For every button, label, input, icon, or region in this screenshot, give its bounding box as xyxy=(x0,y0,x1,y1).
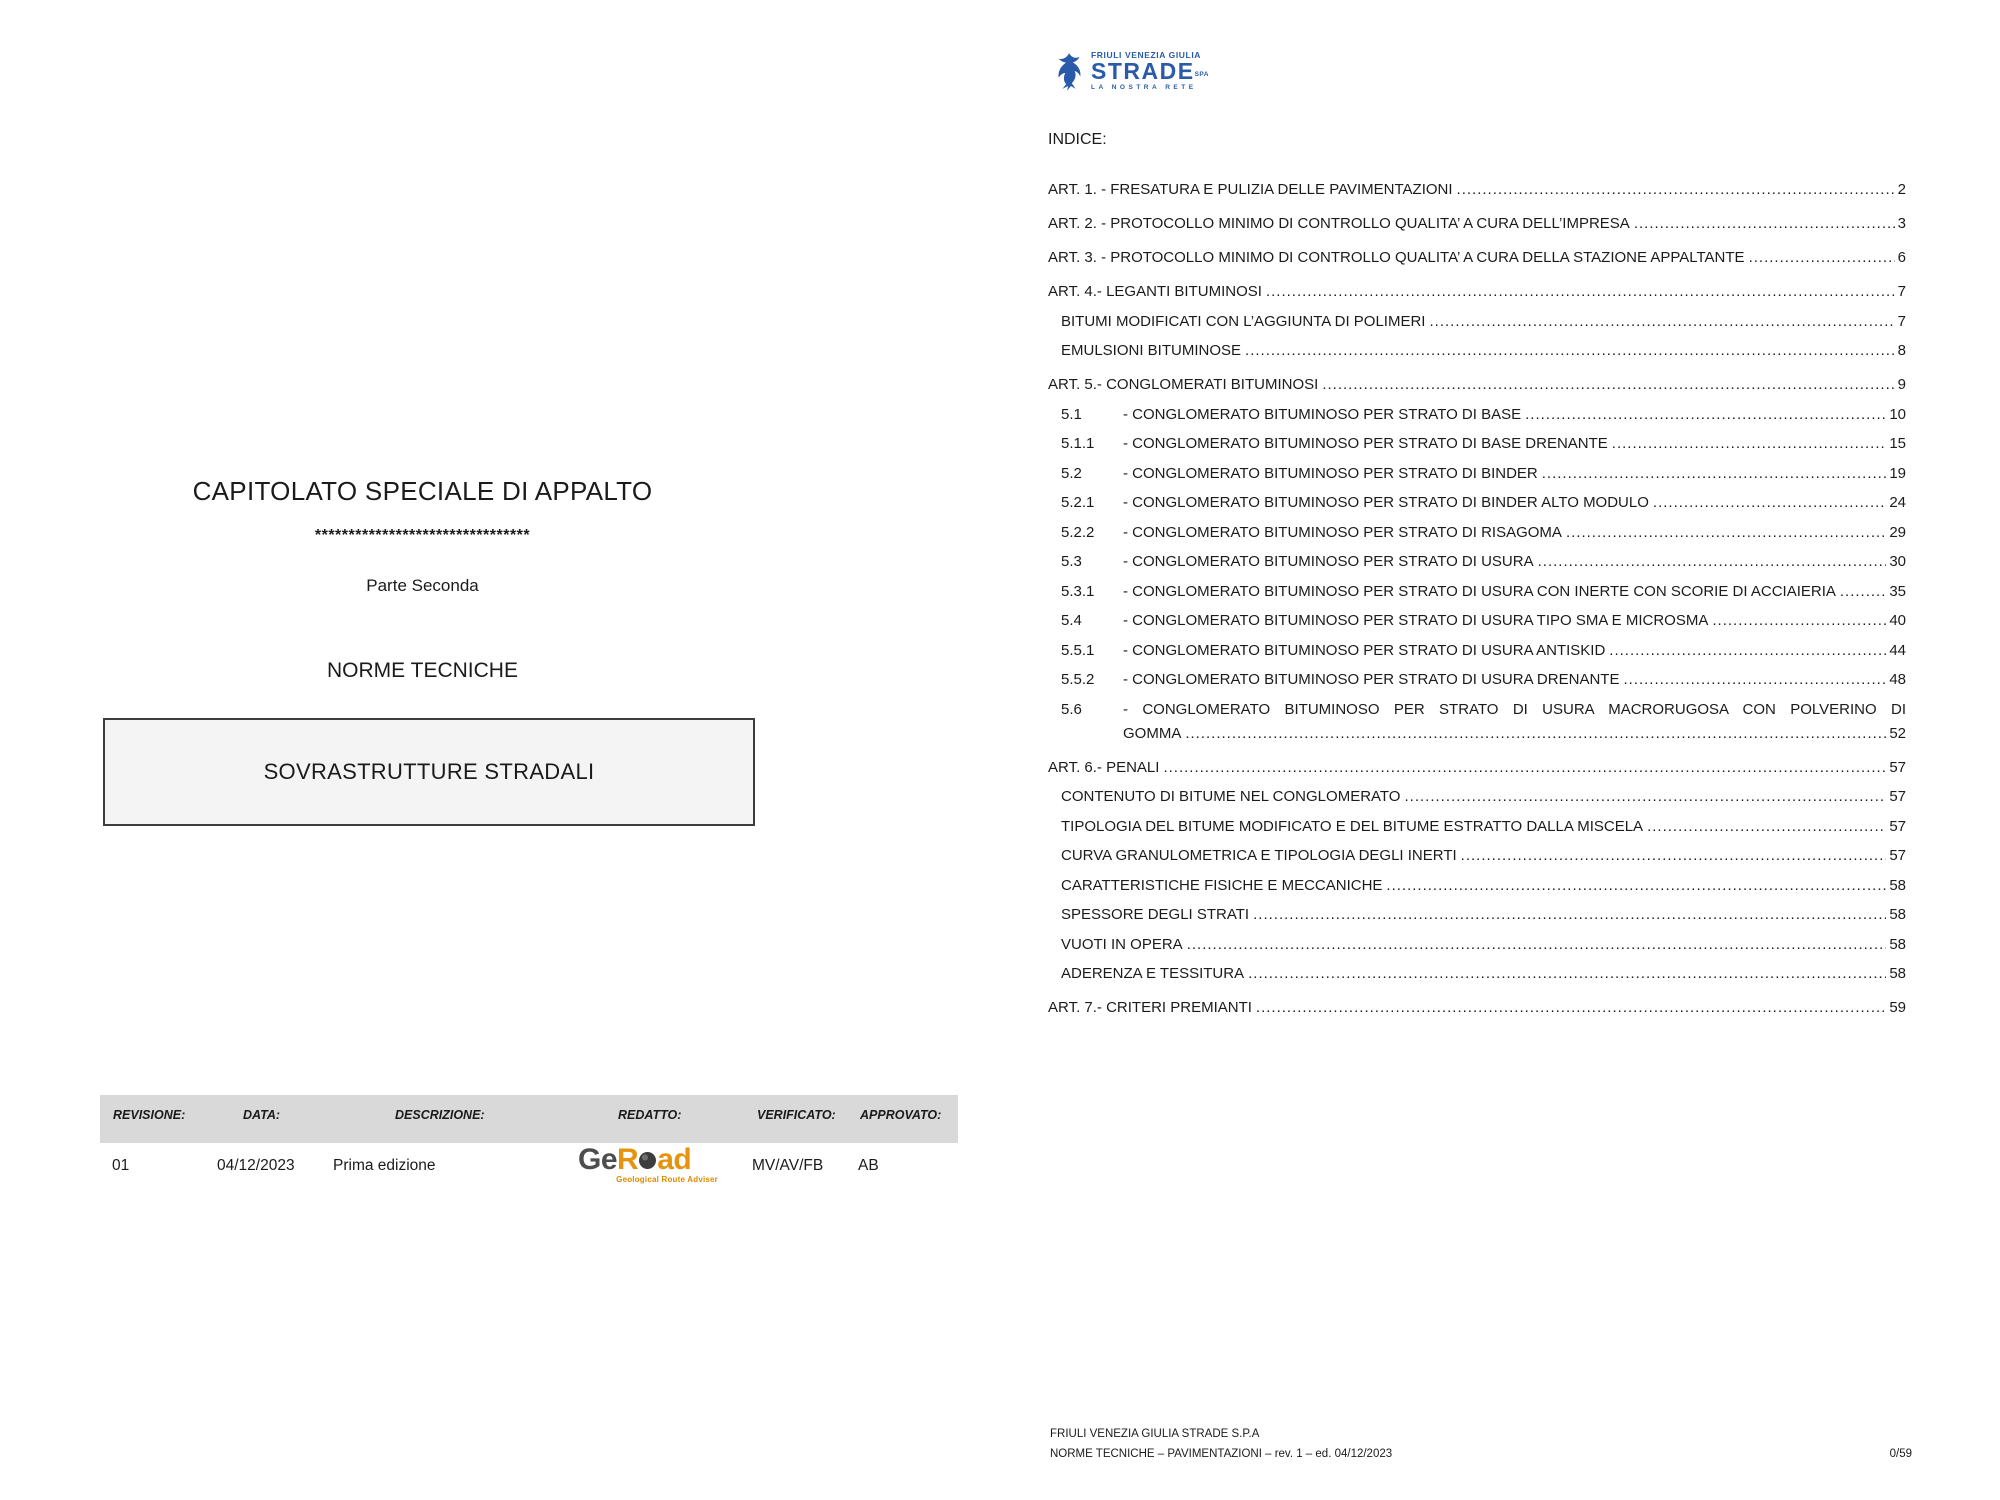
toc-entry xyxy=(1048,523,1906,543)
toc-page-number: 57 xyxy=(1889,788,1906,805)
section-title: NORME TECNICHE xyxy=(327,659,518,682)
toc-page-number: 6 xyxy=(1897,249,1906,266)
toc-leader xyxy=(1634,214,1895,234)
toc-entry xyxy=(1048,787,1906,807)
toc-page-number: 58 xyxy=(1889,906,1906,923)
toc-entry-number: 5.1 xyxy=(1061,405,1082,423)
toc-entry-number: 5.5.1 xyxy=(1061,641,1095,659)
toc-leader xyxy=(1623,670,1886,690)
toc-page-number: 48 xyxy=(1889,671,1906,688)
toc-entry-number: 5.2 xyxy=(1061,464,1082,482)
fvg-strade-logo xyxy=(1053,50,1209,92)
logo-region-text: FRIULI VENEZIA GIULIA xyxy=(1091,49,1202,60)
toc-leader xyxy=(1538,552,1887,572)
toc-entry-number: 5.2.1 xyxy=(1061,494,1095,511)
toc-entry xyxy=(1048,582,1906,602)
toc-page-number: 9 xyxy=(1897,376,1906,393)
toc-page-number: 24 xyxy=(1889,494,1906,511)
approved-by: AB xyxy=(858,1157,879,1174)
cover-title-box xyxy=(103,718,755,826)
toc-entry-text: ART. 2. - PROTOCOLLO MINIMO DI CONTROLLO QUALITA’ A CURA DELL’IMPRESA xyxy=(1048,215,1630,232)
toc-page-number: 57 xyxy=(1889,817,1906,835)
toc-entry-text: GOMMA xyxy=(1123,724,1182,742)
toc-leader xyxy=(1566,523,1886,543)
logo-brand-row xyxy=(1091,60,1209,83)
toc-entry-text: - CONGLOMERATO BITUMINOSO PER STRATO DI BASE xyxy=(1123,405,1522,423)
toc-entry xyxy=(1048,817,1906,837)
page-footer xyxy=(1050,1429,1912,1460)
toc-page-number: 15 xyxy=(1889,435,1906,452)
toc-entry-text: CONTENUTO DI BITUME NEL CONGLOMERATO xyxy=(1061,788,1401,805)
toc-entry-text: SPESSORE DEGLI STRATI xyxy=(1061,906,1250,923)
toc-entry xyxy=(1048,552,1906,572)
toc-entry xyxy=(1048,464,1906,484)
toc-leader xyxy=(1749,248,1895,268)
toc-entry-text: - CONGLOMERATO BITUMINOSO PER STRATO DI RISAGOMA xyxy=(1123,523,1562,541)
toc-leader xyxy=(1253,905,1886,925)
toc-leader xyxy=(1525,405,1886,425)
document-title: CAPITOLATO SPECIALE DI APPALTO xyxy=(192,476,653,506)
toc-entry-text: - CONGLOMERATO BITUMINOSO PER STRATO DI USURA DRENANTE xyxy=(1123,671,1620,688)
revision-table xyxy=(100,1095,958,1215)
toc-page-number: 10 xyxy=(1889,405,1906,423)
toc-page-number: 57 xyxy=(1889,847,1906,864)
toc-entry-text: ART. 6.- PENALI xyxy=(1048,758,1160,776)
toc-leader xyxy=(1429,312,1894,332)
toc-page-number: 29 xyxy=(1889,523,1906,541)
toc-entry xyxy=(1048,905,1906,925)
toc-leader xyxy=(1256,998,1886,1018)
toc-entry-text: - CONGLOMERATO BITUMINOSO PER STRATO DI USURA xyxy=(1123,553,1534,570)
toc-page-number: 7 xyxy=(1897,283,1906,300)
toc-entry xyxy=(1048,214,1906,234)
toc-page-number: 30 xyxy=(1889,553,1906,570)
toc-entry xyxy=(1048,180,1906,200)
toc-entry-text: TIPOLOGIA DEL BITUME MODIFICATO E DEL BITUME ESTRATTO DALLA MISCELA xyxy=(1061,817,1644,835)
col-header-verificato: VERIFICATO: xyxy=(757,1108,836,1122)
toc-page-number: 3 xyxy=(1897,215,1906,232)
toc-entry-continuation xyxy=(1048,724,1906,744)
toc-leader xyxy=(1457,180,1895,200)
geroad-asphalt-ball-icon xyxy=(639,1152,656,1169)
revision-description: Prima edizione xyxy=(333,1157,436,1174)
toc-entry-number: 5.2.2 xyxy=(1061,523,1095,541)
toc-entry xyxy=(1048,641,1906,661)
toc-entry xyxy=(1048,405,1906,425)
toc-leader xyxy=(1163,758,1886,778)
footer-revision-line xyxy=(1050,1449,1912,1461)
toc-entry-text: - CONGLOMERATO BITUMINOSO PER STRATO DI USURA TIPO SMA E MICROSMA xyxy=(1123,612,1709,629)
toc-entry-text: ART. 5.- CONGLOMERATI BITUMINOSI xyxy=(1048,376,1319,393)
footer-company-line: FRIULI VENEZIA GIULIA STRADE S.P.A xyxy=(1050,1428,1260,1440)
logo-tagline: LA NOSTRA RETE xyxy=(1091,84,1197,91)
eagle-icon xyxy=(1053,50,1085,92)
logo-brand-text: STRADE xyxy=(1091,58,1195,84)
toc-page-number: 57 xyxy=(1889,758,1906,776)
toc-leader xyxy=(1609,641,1886,661)
toc-page-number: 35 xyxy=(1889,582,1906,600)
toc-entry-text: - CONGLOMERATO BITUMINOSO PER STRATO DI USURA CON INERTE CON SCORIE DI ACCIAIERIA xyxy=(1123,582,1836,600)
fvg-logo-text xyxy=(1091,51,1209,92)
col-header-data: DATA: xyxy=(243,1108,281,1122)
toc-entry-text: ART. 7.- CRITERI PREMIANTI xyxy=(1048,999,1252,1016)
toc-page-number: 8 xyxy=(1897,342,1906,359)
toc-entry-number: 5.5.2 xyxy=(1061,671,1095,688)
geroad-tagline: Geological Route Adviser xyxy=(616,1175,718,1184)
toc-page-number: 58 xyxy=(1889,935,1906,953)
toc-entry-text: - CONGLOMERATO BITUMINOSO PER STRATO DI BASE DRENANTE xyxy=(1123,435,1608,452)
toc-page-number: 40 xyxy=(1889,612,1906,629)
cover-box-title: SOVRASTRUTTURE STRADALI xyxy=(263,759,595,784)
toc-leader xyxy=(1322,375,1894,395)
separator-stars: ******************************** xyxy=(314,527,531,544)
toc-leader xyxy=(1653,493,1886,513)
toc-entry-number: 5.1.1 xyxy=(1061,435,1095,452)
geroad-logo xyxy=(578,1145,718,1184)
toc-entry-text: CURVA GRANULOMETRICA E TIPOLOGIA DEGLI INERTI xyxy=(1061,847,1457,864)
toc-leader xyxy=(1187,935,1887,955)
toc-entry xyxy=(1048,670,1906,690)
revision-date: 04/12/2023 xyxy=(217,1157,295,1174)
toc-leader xyxy=(1542,464,1887,484)
toc-entry-text: - CONGLOMERATO BITUMINOSO PER STRATO DI BINDER ALTO MODULO xyxy=(1123,494,1649,511)
toc-entry-text: BITUMI MODIFICATI CON L’AGGIUNTA DI POLIMERI xyxy=(1061,312,1426,330)
revision-table-header xyxy=(100,1095,958,1143)
geroad-text-orange-r: R xyxy=(617,1143,639,1176)
geroad-text-dark: Ge xyxy=(578,1143,618,1176)
toc-entry-text: - CONGLOMERATO BITUMINOSO PER STRATO DI USURA MACRORUGOSA CON POLVERINO DI xyxy=(1123,700,1906,718)
toc-entry-text: VUOTI IN OPERA xyxy=(1061,935,1183,953)
toc-entry-number: 5.3.1 xyxy=(1061,582,1095,600)
toc-entry xyxy=(1048,312,1906,332)
toc-entry xyxy=(1048,846,1906,866)
toc-entry-text: CARATTERISTICHE FISICHE E MECCANICHE xyxy=(1061,876,1383,894)
toc-entry-text: ART. 1. - FRESATURA E PULIZIA DELLE PAVIMENTAZIONI xyxy=(1048,181,1453,198)
toc-page-number: 59 xyxy=(1889,999,1906,1016)
toc-entry xyxy=(1048,493,1906,513)
logo-brand-suffix: SPA xyxy=(1194,71,1209,78)
toc-page-number: 19 xyxy=(1889,464,1906,482)
revision-number: 01 xyxy=(112,1157,130,1174)
toc-list xyxy=(1048,166,1906,1018)
toc-entry xyxy=(1048,758,1906,778)
revision-table-row xyxy=(100,1143,958,1211)
toc-leader xyxy=(1461,846,1887,866)
geroad-text-orange-ad: ad xyxy=(657,1143,692,1176)
toc-entry-text: - CONGLOMERATO BITUMINOSO PER STRATO DI BINDER xyxy=(1123,464,1538,482)
toc-entry xyxy=(1048,611,1906,631)
toc-leader xyxy=(1840,582,1886,602)
toc-leader xyxy=(1404,787,1886,807)
col-header-descrizione: DESCRIZIONE: xyxy=(395,1108,485,1122)
toc-entry xyxy=(1048,282,1906,302)
toc-entry xyxy=(1048,700,1906,720)
footer-page-indicator: 0/59 xyxy=(1889,1447,1912,1460)
toc-entry-text: EMULSIONI BITUMINOSE xyxy=(1061,342,1242,359)
toc-page-number: 52 xyxy=(1889,724,1906,742)
toc-entry-text: - CONGLOMERATO BITUMINOSO PER STRATO DI USURA ANTISKID xyxy=(1123,641,1606,659)
toc-leader xyxy=(1386,876,1886,896)
toc-leader xyxy=(1647,817,1886,837)
toc-entry-text: ART. 3. - PROTOCOLLO MINIMO DI CONTROLLO QUALITA’ A CURA DELLA STAZIONE APPALTANTE xyxy=(1048,249,1745,266)
toc-page-number: 7 xyxy=(1897,312,1906,330)
toc-entry-number: 5.6 xyxy=(1061,700,1082,718)
toc-entry xyxy=(1048,434,1906,454)
toc-entry xyxy=(1048,375,1906,395)
toc-leader xyxy=(1612,434,1887,454)
verified-by: MV/AV/FB xyxy=(752,1157,824,1174)
col-header-revisione: REVISIONE: xyxy=(113,1108,186,1122)
toc-entry xyxy=(1048,341,1906,361)
toc-page-number: 58 xyxy=(1889,965,1906,982)
toc-entry-number: 5.4 xyxy=(1061,612,1082,629)
toc-entry-number: 5.3 xyxy=(1061,553,1082,570)
document-subtitle: Parte Seconda xyxy=(366,576,479,595)
geroad-logo-wordmark xyxy=(578,1145,718,1175)
toc-page-number: 58 xyxy=(1889,876,1906,894)
toc-entry-text: ADERENZA E TESSITURA xyxy=(1061,965,1245,982)
toc-leader xyxy=(1712,611,1886,631)
toc-entry xyxy=(1048,935,1906,955)
toc-page-number: 44 xyxy=(1889,641,1906,659)
toc-leader xyxy=(1266,282,1895,302)
toc-entry xyxy=(1048,998,1906,1018)
toc-entry-text: ART. 4.- LEGANTI BITUMINOSI xyxy=(1048,283,1262,300)
toc-leader xyxy=(1245,341,1895,361)
toc-entry xyxy=(1048,964,1906,984)
index-heading: INDICE: xyxy=(1048,131,1107,148)
toc-leader xyxy=(1185,724,1886,744)
footer-document-info: NORME TECNICHE – PAVIMENTAZIONI – rev. 1 – ed. 04/12/2023 xyxy=(1050,1447,1393,1460)
col-header-redatto: REDATTO: xyxy=(618,1108,682,1122)
toc-leader xyxy=(1248,964,1886,984)
toc-entry xyxy=(1048,248,1906,268)
toc-page-number: 2 xyxy=(1897,181,1906,198)
toc-entry xyxy=(1048,876,1906,896)
col-header-approvato: APPROVATO: xyxy=(860,1108,942,1122)
